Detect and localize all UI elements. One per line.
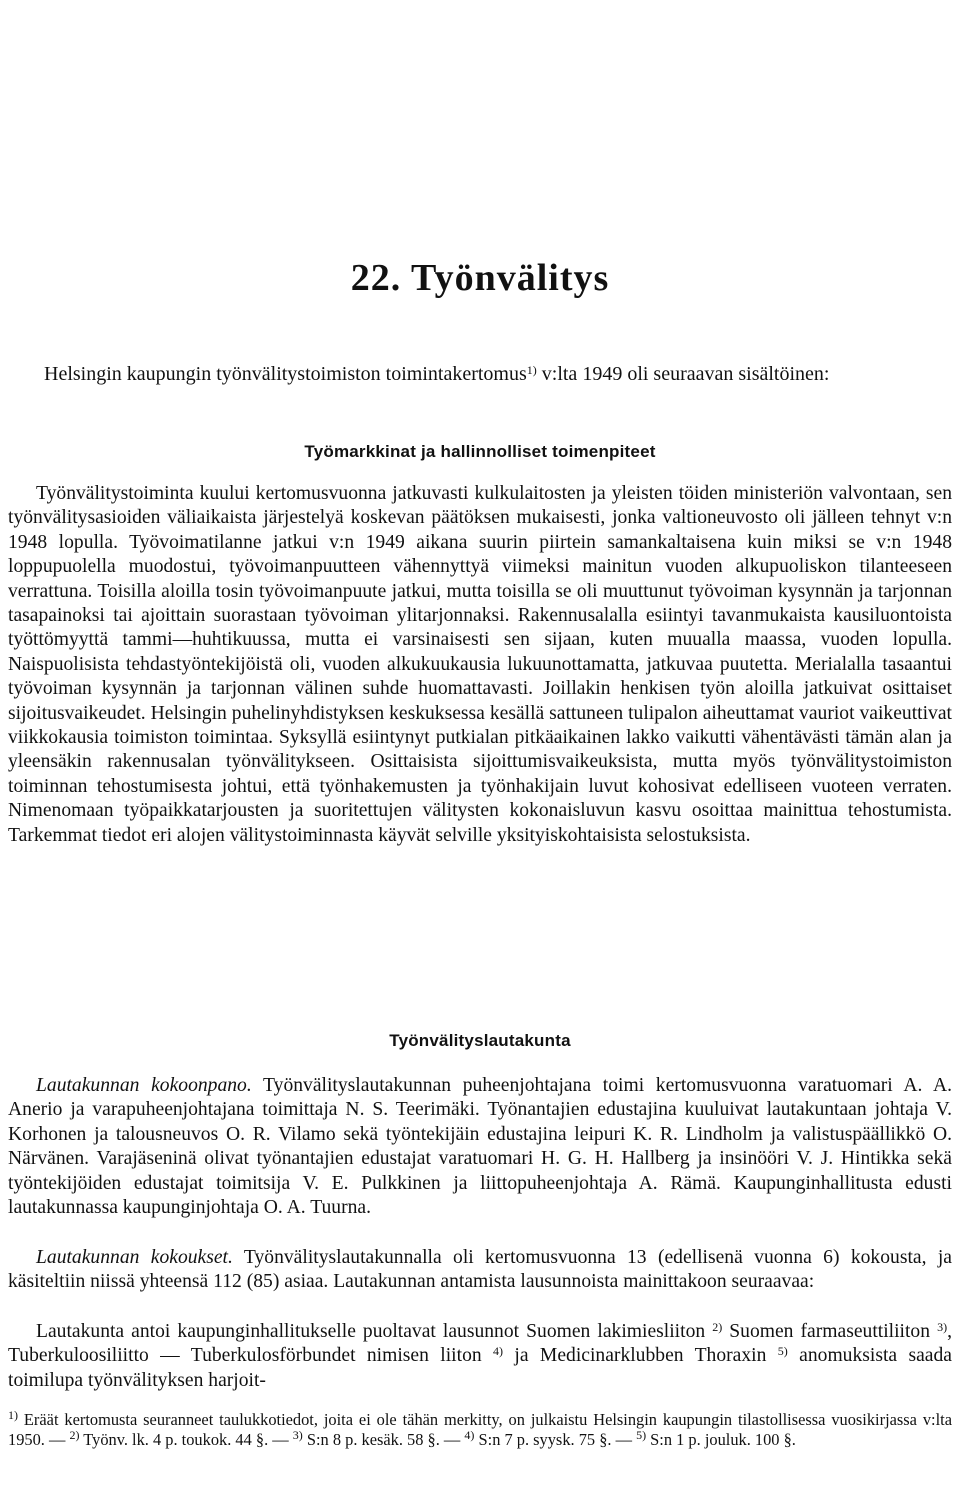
footnote-marker-1: 1)	[8, 1408, 18, 1422]
footnote-marker-2: 2)	[69, 1427, 80, 1442]
footnote-2-text: Työnv. lk. 4 p. toukok. 44 §. —	[79, 1429, 293, 1449]
statements-text-c: , Tuberkuloosiliitto — Tuberkulosförbundet nimisen liiton	[8, 1321, 952, 1367]
chapter-title: 22. Työnvälitys	[350, 257, 610, 299]
intro-paragraph	[8, 362, 952, 386]
document-page	[8, 0, 952, 1508]
statements-text-d: ja Medicinarklubben Thoraxin	[503, 1345, 778, 1367]
footnote-5-text: S:n 1 p. jouluk. 100 §.	[646, 1429, 796, 1449]
footnote-ref-2: 2)	[712, 1320, 723, 1334]
board-meetings-text: Työnvälityslautakunnalla oli kertomusvuonna 13 (edellisenä vuonna 6) kokousta, ja käsiteltiin niissä yhteensä 112 (85) asiaa. Lautakunnan antamista lausunnoista mainittakoon seuraavaa:	[8, 1247, 952, 1293]
section-heading-labour-market: Työmarkkinat ja hallinnolliset toimenpiteet	[304, 442, 656, 461]
footnotes	[8, 1410, 952, 1449]
footnote-4-text: S:n 7 p. syysk. 75 §. —	[474, 1429, 637, 1449]
footnote-3-text: S:n 8 p. kesäk. 58 §. —	[302, 1429, 465, 1449]
board-statements-paragraph	[8, 1320, 952, 1393]
intro-text: Helsingin kaupungin työnvälitystoimiston toimintakertomus	[44, 363, 527, 385]
footnote-marker-4: 4)	[464, 1427, 475, 1442]
statements-text-e: anomuksista saada toimilupa työnvälityksen harjoit-	[8, 1345, 952, 1391]
footnote-1-text: Eräät kertomusta seuranneet taulukkotiedot, joita ei ole tähän merkitty, on julkaistu Helsingin kaupungin tilastollisessa vuosikirjassa v:lta 1950. —	[8, 1410, 952, 1449]
statements-text-a: Lautakunta antoi kaupunginhallitukselle puoltavat lausunnot Suomen lakimiesliiton	[36, 1321, 713, 1342]
footnote-ref-5: 5)	[777, 1344, 788, 1359]
labour-market-paragraph: Työnvälitystoiminta kuului kertomusvuonna jatkuvasti kulkulaitosten ja yleisten töiden ministeriön valvontaan, sen työnvälitysasioiden väliaikaista järjestelyä koskevan päätöksen mukaisesti, jonka valtioneuvosto oli jälleen tehnyt v:n 1948 lopulla. Työvoimatilanne jatkui v:n 1949 aikana suurin piirtein samankaltaisena kuin miksi se v:n 1948 loppupuolella muodostui, työvoimanpuutteen vähennyttyä viimeksi mainitun vuoden alkupuoliskon tilanteeseen verrattuna. Toisilla aloilla tosin työvoimanpuute jatkui, mutta toisilla se oli muuttunut työvoiman kysynnän ja tarjonnan tasapainoksi tai ajoittain suorastaan työvoiman ylitarjonnaksi. Rakennusalalla esiintyi tavanmukaista kausiluontoista työttömyyttä tammi—huhtikuussa, mutta ei varsinaisesti sen sijaan, kuten muualla maassa, vuoden lopulla. Naispuolisista tehdastyöntekijöistä oli, vuoden alkukuukausia lukuunottamatta, jatkuvaa puutetta. Merialalla tasaantui työvoiman kysynnän ja tarjonnan välinen suhde huomattavasti. Joillakin henkisen työn aloilla jatkuivat osittaiset sijoitusvaikeudet. Helsingin puhelinyhdistyksen keskuksessa kesällä sattuneen tulipalon aiheuttamat vauriot vaikeuttivat viikkokausia toimiston toimintaa. Syksyllä esiintynyt putkialan pitkäaikainen lakko vaikutti vähentävästi tämän alan ja yleensäkin rakennusalan työnvälitykseen. Osittaisista sijoittumisvaikeuksista, mutta myös työnvälitystoimiston toiminnan tehostumisesta johtui, että työnhakemusten ja työnhakijain luvut kohosivat edelliseen vuoteen verraten. Nimenomaan työpaikkatarjousten ja suoritettujen välitysten kokonaisluvun kasvu osoittaa mainittua tehostumista. Tarkemmat tiedot eri alojen välitystoiminnasta käyvät selville yksityiskohtaisista selostuksista.	[8, 483, 952, 846]
footnote-marker-5: 5)	[636, 1427, 647, 1442]
footnote-marker-3: 3)	[292, 1427, 303, 1442]
intro-text-end: v:lta 1949 oli seuraavan sisältöinen:	[536, 363, 830, 385]
section-heading-board: Työnvälityslautakunta	[389, 1031, 571, 1050]
board-composition-lead: Lautakunnan kokoonpano.	[36, 1075, 252, 1096]
board-meetings-lead: Lautakunnan kokoukset.	[36, 1247, 233, 1268]
board-meetings-paragraph	[8, 1246, 952, 1295]
footnote-ref-4: 4)	[493, 1344, 504, 1359]
board-composition-paragraph	[8, 1074, 952, 1220]
board-composition-text: Työnvälityslautakunnan puheenjohtajana toimi kertomusvuonna varatuomari A. A. Anerio ja varapuheenjohtajana toimittaja N. S. Teerimäki. Työnantajien edustajina kuuluivat lautakuntaan johtaja V. Korhonen ja talousneuvos O. R. Vilamo sekä työntekijäin edustajina leipuri K. R. Lindholm ja valistuspäällikkö O. Närvänen. Varajäseninä olivat työnantajien edustajat varatuomari H. G. H. Hallberg ja insinööri V. J. Hintikka sekä työntekijöiden edustajat toimitsija V. E. Pulkkinen ja liittopuheenjohtaja A. Rämä. Kaupunginhallitusta edusti lautakunnassa kaupunginjohtaja O. A. Tuurna.	[8, 1075, 952, 1219]
statements-text-b: Suomen farmaseuttiliiton	[722, 1321, 938, 1342]
footnote-ref-3: 3)	[937, 1320, 948, 1334]
footnote-ref-1: 1)	[526, 363, 537, 377]
